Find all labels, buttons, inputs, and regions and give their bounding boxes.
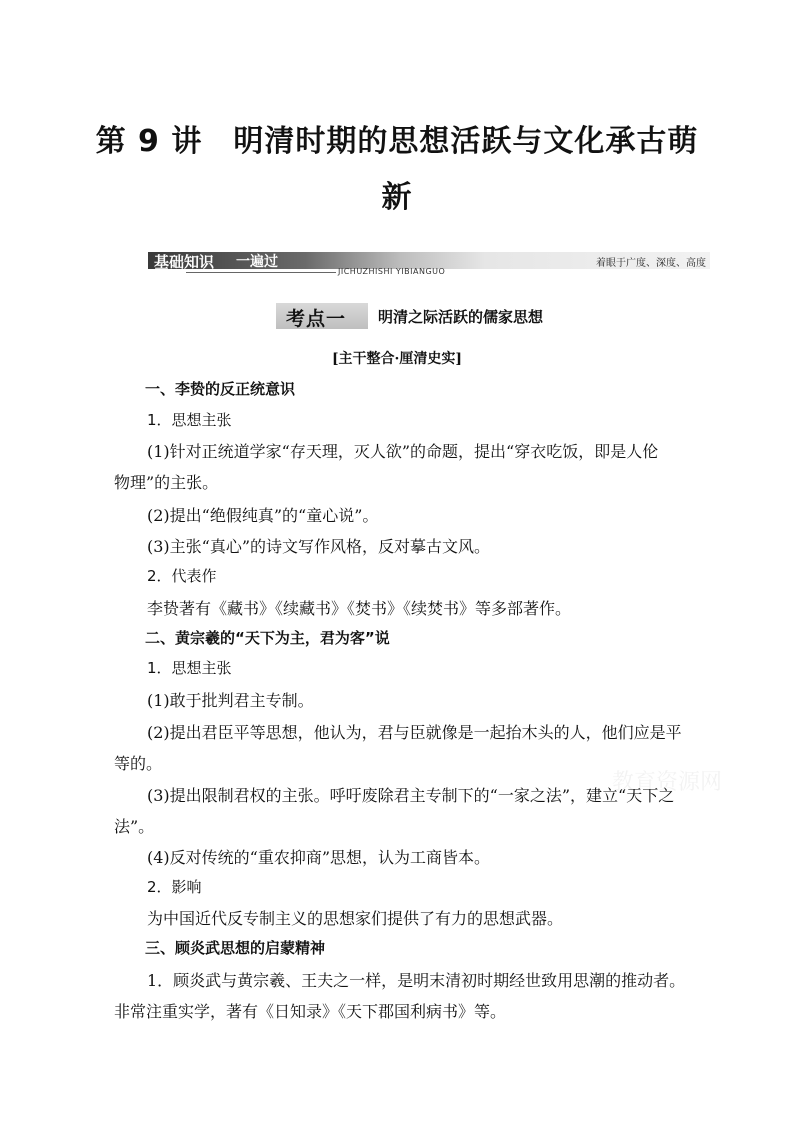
- page-title-line-1: 第 9 讲 明清时期的思想活跃与文化承古萌: [95, 124, 699, 159]
- heading-2: 1．思想主张: [147, 659, 232, 677]
- paragraph-line: 物理”的主张。: [114, 473, 219, 492]
- paragraph-line: (1)敢于批判君主专制。: [147, 691, 314, 710]
- subsection-heading: [主干整合·厘清史实]: [331, 351, 463, 367]
- banner-underline: [186, 272, 336, 273]
- paragraph-line: 法”。: [114, 817, 155, 836]
- heading-1: 一、李贽的反正统意识: [145, 380, 296, 398]
- heading-1: 三、顾炎武思想的启蒙精神: [145, 939, 326, 957]
- paragraph-line: (2)提出“绝假纯真”的“童心说”。: [147, 506, 379, 525]
- paragraph-line: 非常注重实学，著有《日知录》《天下郡国利病书》等。: [114, 1002, 507, 1021]
- paragraph-line: (3)提出限制君权的主张。呼吁废除君主专制下的“一家之法”，建立“天下之: [147, 786, 675, 805]
- page-title-line-2: 新: [381, 180, 413, 215]
- paragraph-line: (4)反对传统的“重农抑商”思想，认为工商皆本。: [147, 848, 491, 867]
- banner-pinyin: JICHUZHISHI YIBIANGUO: [338, 267, 446, 276]
- banner-label: 基础知识: [154, 253, 215, 271]
- heading-2: 1．思想主张: [147, 411, 232, 429]
- paragraph-line: 1．顾炎武与黄宗羲、王夫之一样，是明末清初时期经世致用思潮的推动者。: [147, 971, 686, 990]
- kaodian-title: 明清之际活跃的儒家思想: [378, 308, 544, 326]
- heading-2: 2．影响: [147, 878, 202, 896]
- paragraph-line: 李贽著有《藏书》《续藏书》《焚书》《续焚书》等多部著作。: [147, 599, 572, 618]
- paragraph-line: 等的。: [114, 754, 163, 773]
- paragraph-line: (1)针对正统道学家“存天理，灭人欲”的命题，提出“穿衣吃饭，即是人伦: [147, 442, 659, 461]
- heading-2: 2．代表作: [147, 567, 217, 585]
- kaodian-badge: [276, 303, 368, 329]
- banner-sublabel: 一遍过: [236, 254, 278, 270]
- heading-1: 二、黄宗羲的“天下为主，君为客”说: [145, 629, 390, 647]
- paragraph-line: (3)主张“真心”的诗文写作风格，反对摹古文风。: [147, 537, 491, 556]
- kaodian-header: [276, 303, 576, 331]
- section-banner: [148, 252, 710, 276]
- banner-tagline: 着眼于广度、深度、高度: [596, 258, 706, 269]
- watermark: 教育资源网: [612, 770, 723, 795]
- paragraph-line: (2)提出君臣平等思想，他认为，君与臣就像是一起抬木头的人，他们应是平: [147, 723, 682, 742]
- paragraph-line: 为中国近代反专制主义的思想家们提供了有力的思想武器。: [147, 909, 564, 928]
- kaodian-label: 考点一: [286, 308, 347, 330]
